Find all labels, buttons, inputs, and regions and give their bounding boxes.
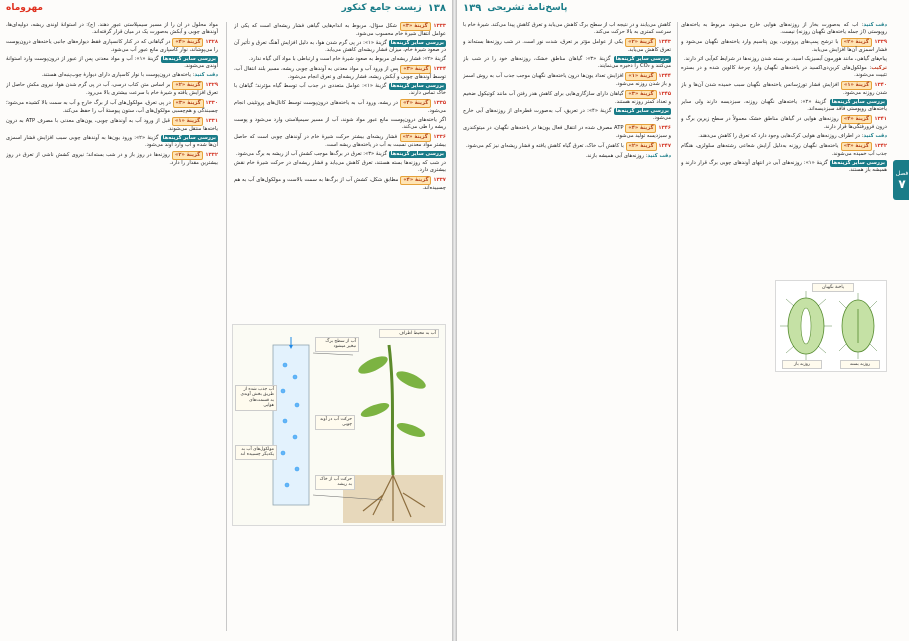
stoma-open	[780, 291, 832, 361]
review-options-badge: بررسی سایر گزینه‌ها	[390, 150, 444, 157]
answer-text: یاخته‌های درون‌پوست با نوار کاسپاری دارای دیوارهٔ چوب‌پنبه‌ای هستند.	[41, 72, 191, 78]
answer-paragraph	[681, 160, 887, 174]
answer-text: گزینهٔ «۳»: گیاهان مناطق خشک، روزنه‌های خود را در شب باز می‌کنند و CO₂ را ذخیره می‌نمایند.	[463, 56, 671, 70]
answer-text: گزینهٔ «۲»: فشار ریشه‌ای مربوط به صعود شیرهٔ خام است و ارتباطی با مواد آلی گیاه ندارد.	[249, 56, 446, 62]
chapter-tab-label: فصل	[895, 169, 909, 177]
answer-option-badge: گزینهٔ «۳»	[841, 142, 872, 151]
answer-paragraph	[6, 135, 218, 149]
answer-text: قبل از ورود آب به آوندهای چوبی، یون‌های معدنی با مصرف ATP به درون یاخته‌ها منتقل می‌شوند.	[6, 117, 218, 132]
answer-text: در پی تعرق، مولکول‌های آب از برگ خارج و آب به سمت بالا کشیده می‌شود؛ چسبندگی و هم‌چسبی مولکول‌های آب، ستون پیوستهٔ آب را حفظ می‌کند.	[6, 99, 218, 114]
question-number: ۱۳۳۱	[205, 117, 218, 124]
answer-paragraph	[234, 117, 446, 131]
answer-text: روزنه‌های آبی همیشه بازند.	[585, 152, 644, 159]
answer-paragraph	[234, 56, 446, 63]
review-options-badge: بررسی سایر گزینه‌ها	[390, 82, 444, 89]
figure-label: روزنه باز	[782, 360, 822, 369]
question-number: ۱۳۲۹	[205, 81, 218, 88]
question-number: ۱۳۳۷	[433, 176, 446, 183]
question-number: ۱۳۳۰	[205, 99, 218, 106]
review-options-badge: بررسی سایر گزینه‌ها	[831, 159, 885, 166]
brand-logo: مهروماه	[6, 3, 43, 13]
question-number: ۱۳۴۵	[658, 91, 671, 97]
left-page-header	[6, 0, 446, 16]
answer-option-badge: گزینهٔ «۲»	[625, 38, 656, 47]
answer-option-badge: گزینهٔ «۲»	[172, 151, 203, 160]
column-divider	[677, 22, 678, 631]
answer-paragraph	[681, 115, 887, 131]
answer-paragraph	[6, 151, 218, 167]
header-title: زیست جامع کنکور	[341, 3, 422, 13]
answer-paragraph	[234, 176, 446, 192]
answer-paragraph	[6, 22, 218, 36]
attention-note-label: دقت کنید	[863, 22, 887, 28]
question-number: ۱۳۴۰	[874, 81, 887, 88]
answer-paragraph: ترکیب: مولکول‌های کربن‌دی‌اکسید در یاخته‌های نگهبان وارد چرخهٔ کالوین شده و در بستره تثبیت می‌شوند.	[681, 64, 887, 78]
answer-text: روزنه‌ها در روز باز و در شب بسته‌اند؛ نیروی کشش ناشی از تعرق در روز بیشترین مقدار را دارد.	[6, 151, 218, 166]
answer-paragraph	[681, 81, 887, 97]
figure-label: حرکت آب از خاک به ریشه	[315, 475, 355, 490]
answer-text: اگر یاخته‌های درون‌پوست مانع عبور مواد شوند، آب از مسیر سیمپلاستی وارد می‌شود و پوست ریشه را طی می‌کند.	[234, 116, 446, 130]
answer-option-badge: گزینهٔ «۴»	[400, 176, 431, 185]
answer-paragraph	[681, 142, 887, 158]
answer-text: مولکول‌های کربن‌دی‌اکسید در یاخته‌های نگهبان وارد چرخهٔ کالوین شده و در بستره تثبیت می‌شوند.	[681, 64, 887, 78]
stomata-diagram-svg	[776, 281, 886, 371]
figure-label: یاختهٔ نگهبان	[812, 283, 854, 292]
answer-paragraph: دقت کنید: یاخته‌های درون‌پوست با نوار کاسپاری دارای دیوارهٔ چوب‌پنبه‌ای هستند.	[41, 72, 218, 78]
answer-text: افزایش فشار تورژسانس یاخته‌های نگهبان سبب خمیده شدن آن‌ها و باز شدن روزنه می‌شود.	[681, 81, 887, 96]
answer-paragraph	[463, 22, 671, 36]
question-number: ۱۳۳۴	[433, 65, 446, 72]
right-page-column-left	[463, 22, 671, 631]
question-number: ۱۳۳۳	[433, 23, 446, 29]
answer-text: گزینهٔ «۲»: ورود یون‌ها به آوندهای چوبی سبب افزایش فشار اسمزی آن‌ها شده و آب وارد آوند می‌شود.	[6, 134, 218, 148]
answer-text: یاخته‌های نگهبان روزنه به‌دلیل آرایش شعاعی رشته‌های سلولزی، هنگام جذب آب خمیده می‌شوند.	[681, 142, 887, 157]
question-number: ۱۳۴۶	[658, 125, 671, 131]
answer-option-badge: گزینهٔ «۴»	[400, 99, 431, 108]
answer-paragraph	[6, 38, 218, 54]
review-options-badge: بررسی سایر گزینه‌ها	[162, 56, 217, 62]
question-number: ۱۳۲۸	[205, 39, 218, 45]
question-number: ۱۳۴۷	[658, 143, 671, 149]
answer-text: در اطراف روزنه‌های هوایی کرک‌هایی وجود دارد که تعرق را کاهش می‌دهند.	[698, 132, 860, 139]
attention-note-label: دقت کنید	[647, 152, 671, 159]
answer-paragraph	[463, 142, 671, 151]
answer-option-badge: گزینهٔ «۳»	[173, 99, 204, 108]
question-number: ۱۳۳۵	[433, 99, 446, 106]
attention-note-label: دقت کنید	[863, 132, 887, 139]
answer-paragraph	[234, 151, 446, 158]
answer-text: گزینهٔ «۱»: روزنه‌های آبی در انتهای آوندهای چوبی برگ قرار دارند و همیشه باز هستند.	[681, 159, 887, 173]
xylem-detail	[273, 345, 309, 505]
figure-label: آب جذب شده از طریق بخش آوندی به قسمت‌های هوایی	[235, 385, 277, 411]
answer-paragraph	[234, 83, 446, 97]
chapter-tab	[893, 160, 909, 200]
answer-text: در شب که روزنه‌ها بسته هستند، تعرق کاهش می‌یابد و فشار ریشه‌ای در حرکت شیرهٔ خام نقش بیشتری دارد.	[234, 159, 446, 173]
figure-label: آب از سطح برگ تبخیر میشود	[315, 337, 359, 352]
answer-paragraph: دقت کنید: روزنه‌های آبی همیشه بازند.	[585, 152, 671, 159]
review-options-badge: بررسی سایر گزینه‌ها	[390, 40, 445, 46]
answer-text: آب که به‌صورت بخار از روزنه‌های هوایی خارج می‌شود، مربوط به یاخته‌های روپوستی (از جمله یاخته‌های نگهبان روزنه) نیست.	[681, 22, 887, 36]
answer-paragraph	[463, 90, 671, 106]
answer-text: یکی از عوامل مؤثر بر تعرق، شدت نور است. در شب روزنه‌ها بسته‌اند و تعرق کاهش می‌یابد.	[463, 39, 671, 54]
answer-paragraph	[6, 81, 218, 97]
question-number: ۱۳۳۹	[874, 39, 887, 45]
answer-text: با ترشح پمپ‌های پروتونی، یون پتاسیم وارد یاخته‌های نگهبان می‌شود و فشار اسمزی آن‌ها افزایش می‌یابد.	[681, 39, 887, 54]
answer-option-badge: گزینهٔ «۴»	[625, 124, 656, 133]
question-number: ۱۳۴۱	[874, 115, 887, 122]
answer-option-badge: گزینهٔ «۳»	[400, 65, 431, 74]
header-title: پاسخ‌نامهٔ تشریحی	[487, 3, 568, 13]
answer-option-badge: گزینهٔ «۳»	[625, 90, 656, 99]
stoma-closed	[839, 293, 877, 359]
answer-option-badge: گزینهٔ «۴»	[841, 115, 872, 124]
answer-option-badge: گزینهٔ «۱»	[625, 72, 656, 81]
answer-text: کاهش می‌یابند و در نتیجه آب از سطح برگ کاهش می‌یابد و تعرق کاهش پیدا می‌کند. شیرهٔ خام با سرعت کمتری به بالا حرکت می‌کند.	[463, 22, 671, 36]
answer-paragraph	[234, 160, 446, 174]
answer-text: در گیاهانی که در کنار کانسپاری فقط دیواره‌های جانبی یاخته‌های درون‌پوست را می‌پوشاند، نوار کاسپاری مانع عبور آب می‌شود.	[6, 39, 218, 54]
answer-paragraph	[681, 56, 887, 63]
answer-option-badge: گزینهٔ «۲»	[626, 142, 657, 151]
answer-paragraph	[463, 108, 671, 122]
answer-option-badge: گزینهٔ «۱»	[172, 117, 203, 126]
answer-text: پس از ورود آب و مواد معدنی به آوندهای چوبی ریشه، مسیر بلند انتقال آب، توسط آوندهای چوبی و آبکش ریشه، فشار ریشه‌ای و تعرق انجام می‌شود.	[234, 65, 446, 80]
figure-label: حرکت آب در آوند چوبی	[315, 415, 355, 430]
answer-text: مواد محلول در آن را از مسیر سیمپلاستی عبور دهند. (ج): در استوانهٔ آوندی ریشه، دولپه‌ای‌ها، آوندهای چوبی و آبکش به‌صورت یک در میان قرار گرفته‌اند.	[6, 22, 218, 36]
question-number: ۱۳۴۳	[658, 39, 671, 45]
answer-text: گزینهٔ «۴»: در تعریق، آب به‌صورت قطره‌ای از روزنه‌های آبی خارج می‌شود.	[463, 108, 671, 122]
combination-tip-label: ترکیب	[871, 64, 887, 71]
question-number: ۱۳۴۴	[658, 73, 671, 79]
answer-paragraph	[463, 56, 671, 70]
answer-option-badge: گزینهٔ «۳»	[400, 22, 431, 31]
review-options-badge: بررسی سایر گزینه‌ها	[615, 108, 670, 114]
answer-text: مطابق شکل، کشش آب از برگ‌ها به سمت بالاست و مولکول‌های آب به هم چسبیده‌اند.	[234, 176, 446, 191]
answer-paragraph	[234, 133, 446, 149]
left-page	[0, 0, 453, 641]
answer-text: گزینهٔ «۲»: یاخته‌های نگهبان روزنه، سبزدیسه دارند ولی سایر یاخته‌های روپوستی فاقد سبزدیسه‌اند.	[681, 98, 887, 112]
plant-water-transport-figure	[232, 324, 446, 526]
answer-text: افزایش تعداد یون‌ها درون یاخته‌های نگهبان موجب جذب آب به روش اسمز و باز شدن روزنه می‌شود.	[463, 73, 671, 88]
stomata-figure	[775, 280, 887, 372]
answer-option-badge: گزینهٔ «۴»	[172, 38, 203, 47]
answer-option-badge: گزینهٔ «۲»	[172, 81, 203, 90]
answer-text: بر اساس متن کتاب درسی، آب در پی گرم شدن هوا، نیروی مکش حاصل از تعرق افزایش یافته و شیرهٔ خام با سرعت بیشتری بالا می‌رود.	[6, 81, 218, 96]
answer-text: ATP مصرف شده در انتقال فعال یون‌ها در یاخته‌های نگهبان، در میتوکندری و سبزدیسه تولید می‌شود.	[463, 125, 671, 140]
answer-paragraph: دقت کنید: آب که به‌صورت بخار از روزنه‌های هوایی خارج می‌شود، مربوط به یاخته‌های روپوستی (از جمله یاخته‌های نگهبان روزنه) نیست.	[681, 22, 887, 36]
answer-text: گزینهٔ «۱»: عوامل متعددی در جذب آب توسط گیاه مؤثرند؛ گیاهان با خاک تماس دارند.	[234, 82, 446, 96]
right-page	[457, 0, 909, 641]
answer-paragraph	[463, 38, 671, 54]
right-page-header	[463, 0, 903, 16]
answer-paragraph: دقت کنید: در اطراف روزنه‌های هوایی کرک‌هایی وجود دارد که تعرق را کاهش می‌دهند.	[698, 132, 887, 139]
answer-paragraph	[463, 72, 671, 88]
answer-paragraph	[681, 38, 887, 54]
review-options-badge: بررسی سایر گزینه‌ها	[615, 56, 669, 62]
page-number: ۱۳۸	[427, 2, 446, 14]
figure-label: آب به محیط اطراف	[379, 329, 439, 338]
figure-label: روزنه بسته	[840, 360, 880, 369]
answer-paragraph	[6, 99, 218, 115]
answer-option-badge: گزینهٔ «۱»	[841, 81, 872, 90]
answer-paragraph	[6, 117, 218, 133]
page-number: ۱۳۹	[463, 2, 482, 14]
attention-note-label: دقت کنید	[194, 72, 218, 78]
question-number: ۱۳۳۶	[433, 133, 446, 140]
answer-text: گزینهٔ «۳»: تعرق در برگ‌ها موجب کشش آب از ریشه به برگ می‌شود.	[235, 150, 387, 157]
answer-paragraph	[234, 99, 446, 115]
answer-text: گزینهٔ «۱»: آب و مواد معدنی پس از عبور از درون‌پوست وارد استوانهٔ آوندی می‌شوند.	[6, 56, 218, 70]
answer-text: گزینهٔ «۱»: در پی گرم شدن هوا، به دلیل افزایش آهنگ تعرق و تأثیر آن در صعود شیرهٔ خام، میزان فشار ریشه‌ای کاهش می‌یابد.	[234, 40, 446, 54]
figure-label: مولکول‌های آب به یکدیگر چسبیده اند	[235, 445, 277, 460]
answer-paragraph	[234, 65, 446, 81]
chapter-tab-number: ۷	[898, 176, 906, 191]
answer-option-badge: گزینهٔ «۲»	[400, 133, 431, 142]
answer-text: با کاهش آب خاک، تعرق گیاه کاهش یافته و فشار ریشه‌ای نیز کم می‌شود.	[465, 143, 624, 149]
answer-text: گیاهان دارای سازگاری‌هایی برای کاهش هدر رفتن آب مانند کوتیکول ضخیم و تعداد کمتر روزنه هستند.	[463, 91, 671, 106]
answer-text: در ریشه، ورود آب به یاخته‌های درون‌پوست توسط کانال‌های پروتئینی انجام می‌شود.	[234, 99, 446, 114]
left-page-column-left	[6, 22, 218, 641]
question-number: ۱۳۴۲	[874, 142, 887, 149]
column-divider	[226, 22, 227, 631]
answer-text: شکل سؤال، مربوط به اندام‌هایی گیاهی فشار ریشه‌ای است که یکی از عوامل انتقال شیرهٔ خام محسوب می‌شود.	[234, 23, 446, 38]
answer-text: روزنه‌های هوایی در گیاهان مناطق خشک معمولاً در سطح زیرین برگ و درون فرورفتگی‌ها قرار دارند.	[681, 115, 887, 130]
answer-option-badge: گزینهٔ «۲»	[841, 38, 872, 47]
answer-paragraph	[6, 56, 218, 70]
review-options-badge: بررسی سایر گزینه‌ها	[162, 134, 216, 141]
answer-paragraph	[234, 40, 446, 54]
answer-text: فشار ریشه‌ای بیشتر حرکت شیرهٔ خام در آوندهای چوبی است که حاصل بیشتر مواد معدنی نسبت به آب در یاخته‌های ریشه است.	[234, 133, 446, 148]
answer-paragraph	[463, 124, 671, 140]
question-number: ۱۳۳۲	[205, 151, 218, 158]
answer-paragraph	[681, 99, 887, 113]
answer-text: پیام‌های گیاهی، مانند هورمون آبسیزیک اسید، بر بسته شدن روزنه‌ها در شرایط کم‌آبی اثر دارند.	[683, 56, 887, 62]
review-options-badge: بررسی سایر گزینه‌ها	[831, 98, 885, 105]
answer-paragraph	[234, 22, 446, 38]
